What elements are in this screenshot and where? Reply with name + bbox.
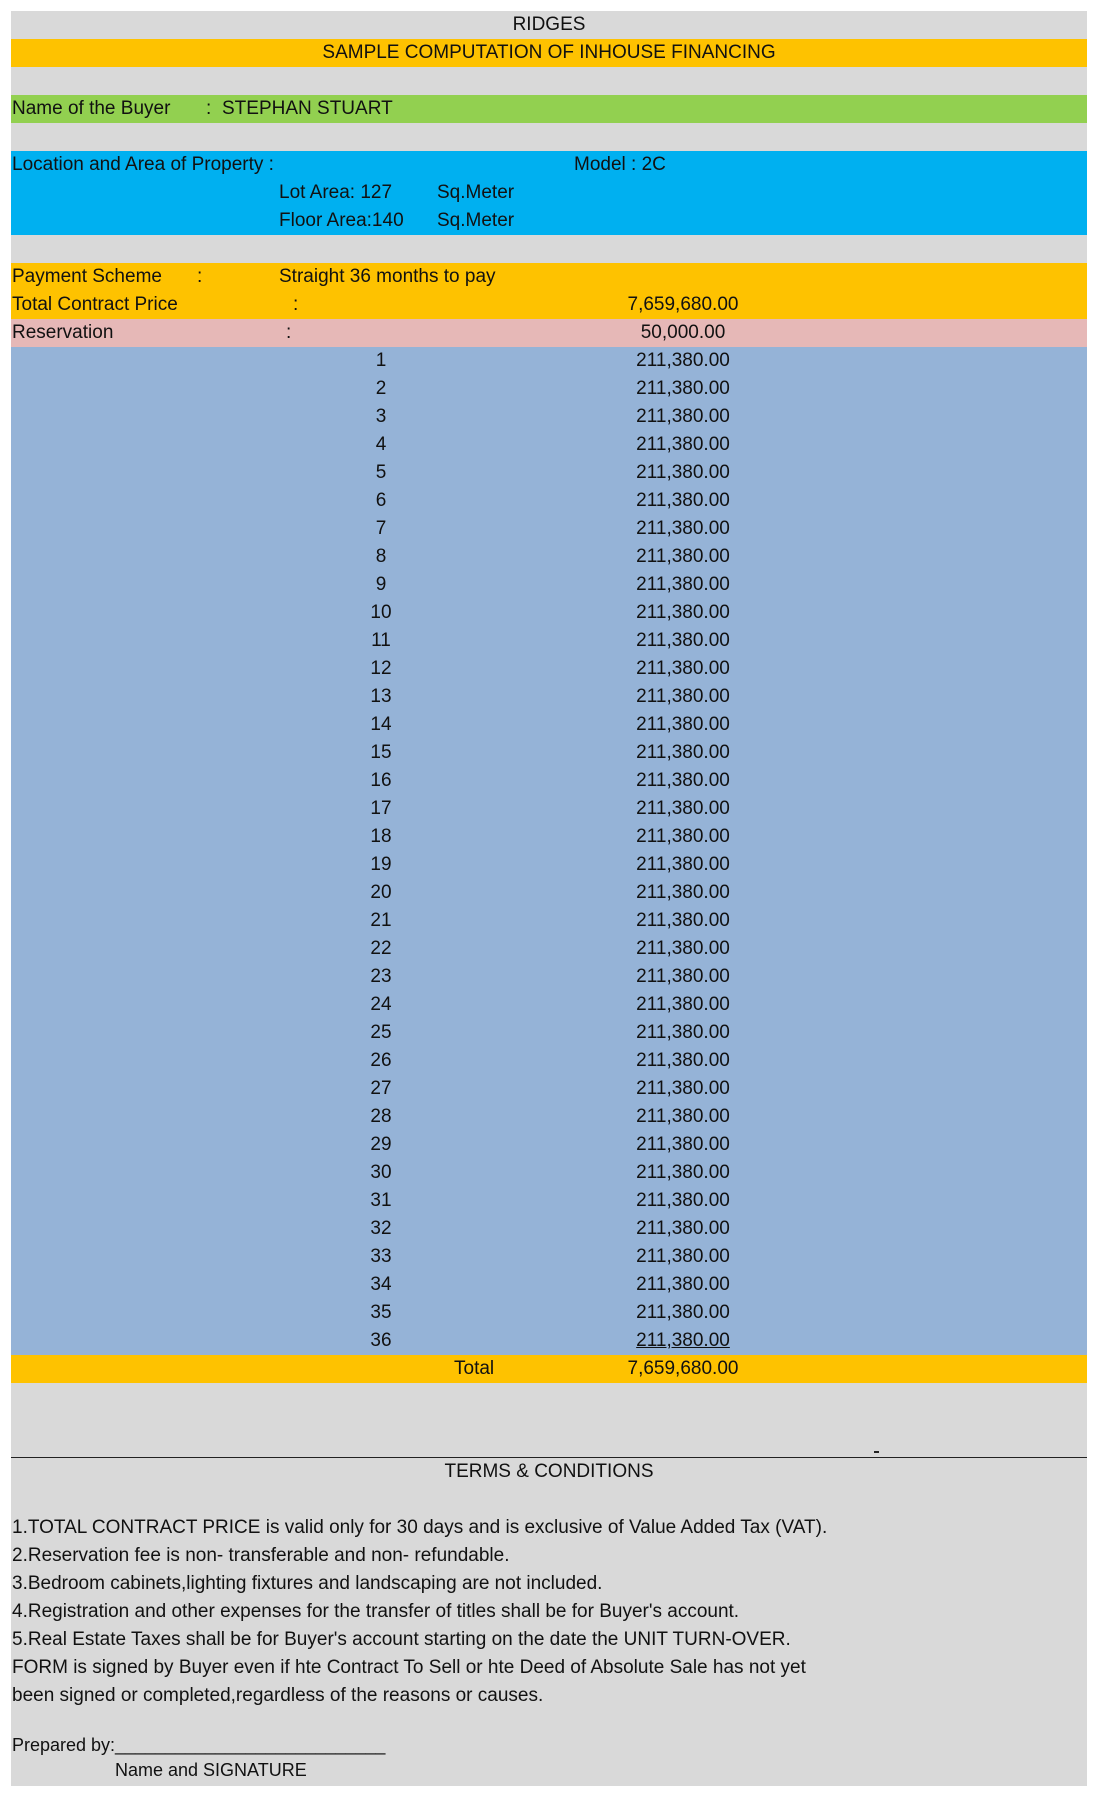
installment-amount: 211,380.00 — [636, 1302, 730, 1323]
installment-row — [11, 487, 1087, 515]
installment-row — [11, 767, 1087, 795]
installment-row — [11, 1047, 1087, 1075]
term-line: 3.Bedroom cabinets,lighting fixtures and landscaping are not included. — [12, 1573, 603, 1594]
installment-amount: 211,380.00 — [636, 1218, 730, 1239]
installment-amount: 211,380.00 — [636, 1106, 730, 1127]
installment-amount: 211,380.00 — [636, 1246, 730, 1267]
installment-amount: 211,380.00 — [636, 434, 730, 455]
total-label: Total — [454, 1358, 495, 1379]
installment-number: 26 — [370, 1050, 392, 1071]
installment-amount: 211,380.00 — [636, 854, 730, 875]
installment-amount: 211,380.00 — [636, 1134, 730, 1155]
installment-amount: 211,380.00 — [636, 490, 730, 511]
installment-amount: 211,380.00 — [636, 1274, 730, 1295]
installment-amount: 211,380.00 — [636, 462, 730, 483]
installment-amount: 211,380.00 — [636, 910, 730, 931]
installment-amount: 211,380.00 — [636, 574, 730, 595]
installment-number: 8 — [375, 546, 387, 567]
installment-number: 35 — [370, 1302, 392, 1323]
installment-row — [11, 1187, 1087, 1215]
installment-number: 24 — [370, 994, 392, 1015]
installment-amount: 211,380.00 — [636, 714, 730, 735]
installment-number: 6 — [375, 490, 387, 511]
computation-sheet — [11, 11, 1087, 1786]
terms-heading: TERMS & CONDITIONS — [444, 1461, 654, 1482]
installment-number: 33 — [370, 1246, 392, 1267]
installment-table — [11, 347, 1087, 1355]
installment-amount: 211,380.00 — [636, 1022, 730, 1043]
installment-number: 13 — [370, 686, 392, 707]
installment-row — [11, 347, 1087, 375]
installment-amount: 211,380.00 — [636, 1330, 730, 1351]
installment-row — [11, 459, 1087, 487]
installment-amount: 211,380.00 — [636, 546, 730, 567]
model-label: Model : 2C — [574, 154, 666, 175]
installment-number: 23 — [370, 966, 392, 987]
installment-number: 30 — [370, 1162, 392, 1183]
term-line: 4.Registration and other expenses for the transfer of titles shall be for Buyer's account. — [12, 1601, 740, 1622]
installment-row — [11, 403, 1087, 431]
installment-row — [11, 991, 1087, 1019]
sheet-subtitle: SAMPLE COMPUTATION OF INHOUSE FINANCING — [322, 42, 776, 63]
tcp-value: 7,659,680.00 — [627, 294, 739, 315]
installment-number: 3 — [375, 406, 387, 427]
installment-amount: 211,380.00 — [636, 406, 730, 427]
installment-row — [11, 1215, 1087, 1243]
installment-number: 14 — [370, 714, 392, 735]
installment-number: 16 — [370, 770, 392, 791]
installment-row — [11, 599, 1087, 627]
installment-number: 19 — [370, 854, 392, 875]
installment-row — [11, 1159, 1087, 1187]
buyer-name: STEPHAN STUART — [222, 98, 393, 119]
installment-number: 27 — [370, 1078, 392, 1099]
installment-number: 29 — [370, 1134, 392, 1155]
installment-amount: 211,380.00 — [636, 658, 730, 679]
installment-amount: 211,380.00 — [636, 1050, 730, 1071]
installment-number: 2 — [375, 378, 387, 399]
installment-row — [11, 431, 1087, 459]
installment-amount: 211,380.00 — [636, 1162, 730, 1183]
lot-area: Lot Area: 127 — [279, 182, 393, 203]
installment-amount: 211,380.00 — [636, 882, 730, 903]
installment-row — [11, 879, 1087, 907]
buyer-label: Name of the Buyer — [12, 98, 171, 119]
installment-amount: 211,380.00 — [636, 742, 730, 763]
installment-number: 18 — [370, 826, 392, 847]
installment-number: 31 — [370, 1190, 392, 1211]
installment-row — [11, 711, 1087, 739]
installment-amount: 211,380.00 — [636, 966, 730, 987]
subtitle-row — [11, 39, 1087, 67]
installment-row — [11, 851, 1087, 879]
reservation-label: Reservation — [12, 322, 114, 343]
installment-amount: 211,380.00 — [636, 938, 730, 959]
installment-amount: 211,380.00 — [636, 686, 730, 707]
total-value: 7,659,680.00 — [627, 1358, 739, 1379]
installment-row — [11, 1243, 1087, 1271]
installment-amount: 211,380.00 — [636, 518, 730, 539]
installment-row — [11, 739, 1087, 767]
buyer-colon: : — [206, 98, 212, 119]
total-contract-price-row — [11, 291, 1087, 319]
installment-row — [11, 515, 1087, 543]
installment-number: 20 — [370, 882, 392, 903]
installment-row — [11, 1131, 1087, 1159]
buyer-row — [11, 95, 1087, 123]
reservation-row — [11, 319, 1087, 347]
title-row — [11, 11, 1087, 39]
payment-scheme-label: Payment Scheme — [12, 266, 162, 287]
installment-row — [11, 1327, 1087, 1355]
installment-number: 28 — [370, 1106, 392, 1127]
installment-row — [11, 1271, 1087, 1299]
installment-amount: 211,380.00 — [636, 994, 730, 1015]
installment-row — [11, 795, 1087, 823]
installment-number: 1 — [375, 350, 387, 371]
installment-row — [11, 543, 1087, 571]
installment-number: 9 — [375, 574, 387, 595]
floor-area-unit: Sq.Meter — [437, 210, 515, 231]
installment-amount: 211,380.00 — [636, 602, 730, 623]
installment-row — [11, 571, 1087, 599]
term-line: been signed or completed,regardless of the reasons or causes. — [12, 1685, 544, 1706]
installment-row — [11, 1075, 1087, 1103]
installment-row — [11, 375, 1087, 403]
prepared-by-label: Prepared by:___________________________ — [12, 1735, 386, 1755]
installment-row — [11, 935, 1087, 963]
installment-number: 5 — [375, 462, 387, 483]
installment-amount: 211,380.00 — [636, 1078, 730, 1099]
installment-number: 25 — [370, 1022, 392, 1043]
installment-row — [11, 683, 1087, 711]
installment-amount: 211,380.00 — [636, 770, 730, 791]
installment-row — [11, 823, 1087, 851]
term-line: 5.Real Estate Taxes shall be for Buyer's account starting on the date the UNIT TURN-OVER. — [12, 1629, 791, 1650]
installment-amount: 211,380.00 — [636, 826, 730, 847]
installment-row — [11, 655, 1087, 683]
term-line: FORM is signed by Buyer even if hte Contract To Sell or hte Deed of Absolute Sale has not yet — [12, 1657, 806, 1678]
reservation-value: 50,000.00 — [640, 322, 726, 343]
installment-number: 12 — [370, 658, 392, 679]
terms-list — [11, 1514, 1087, 1710]
installment-number: 15 — [370, 742, 392, 763]
property-block — [11, 151, 1087, 235]
installment-amount: 211,380.00 — [636, 1190, 730, 1211]
installment-number: 34 — [370, 1274, 392, 1295]
installment-row — [11, 1103, 1087, 1131]
payment-scheme-value: Straight 36 months to pay — [279, 266, 496, 287]
installment-number: 21 — [370, 910, 392, 931]
divider-dash — [874, 1451, 879, 1453]
location-label: Location and Area of Property : — [12, 154, 274, 175]
installment-number: 10 — [370, 602, 392, 623]
term-line: 2.Reservation fee is non- transferable and non- refundable. — [12, 1545, 510, 1566]
term-line: 1.TOTAL CONTRACT PRICE is valid only for 30 days and is exclusive of Value Added Tax (VAT). — [12, 1517, 828, 1538]
installment-row — [11, 1019, 1087, 1047]
installment-number: 22 — [370, 938, 392, 959]
payment-scheme-colon: : — [197, 266, 203, 287]
prepared-by-row — [11, 1731, 1087, 1759]
reservation-colon: : — [286, 322, 292, 343]
installment-number: 32 — [370, 1218, 392, 1239]
installment-row — [11, 907, 1087, 935]
installment-number: 4 — [375, 434, 387, 455]
installment-amount: 211,380.00 — [636, 378, 730, 399]
total-row — [11, 1355, 1087, 1383]
installment-amount: 211,380.00 — [636, 798, 730, 819]
installment-number: 36 — [370, 1330, 392, 1351]
installment-amount: 211,380.00 — [636, 350, 730, 371]
lot-area-unit: Sq.Meter — [437, 182, 515, 203]
installment-row — [11, 1299, 1087, 1327]
floor-area: Floor Area:140 — [279, 210, 404, 231]
tcp-colon: : — [293, 294, 299, 315]
installment-number: 7 — [375, 518, 387, 539]
installment-amount: 211,380.00 — [636, 630, 730, 651]
terms-heading-row — [11, 1458, 1087, 1486]
payment-scheme-row — [11, 263, 1087, 291]
installment-row — [11, 963, 1087, 991]
tcp-label: Total Contract Price — [12, 294, 178, 315]
installment-number: 17 — [370, 798, 392, 819]
installment-number: 11 — [371, 630, 391, 651]
signature-row — [11, 1756, 1087, 1784]
sheet-title: RIDGES — [512, 14, 586, 35]
signature-label: Name and SIGNATURE — [115, 1760, 307, 1780]
installment-row — [11, 627, 1087, 655]
